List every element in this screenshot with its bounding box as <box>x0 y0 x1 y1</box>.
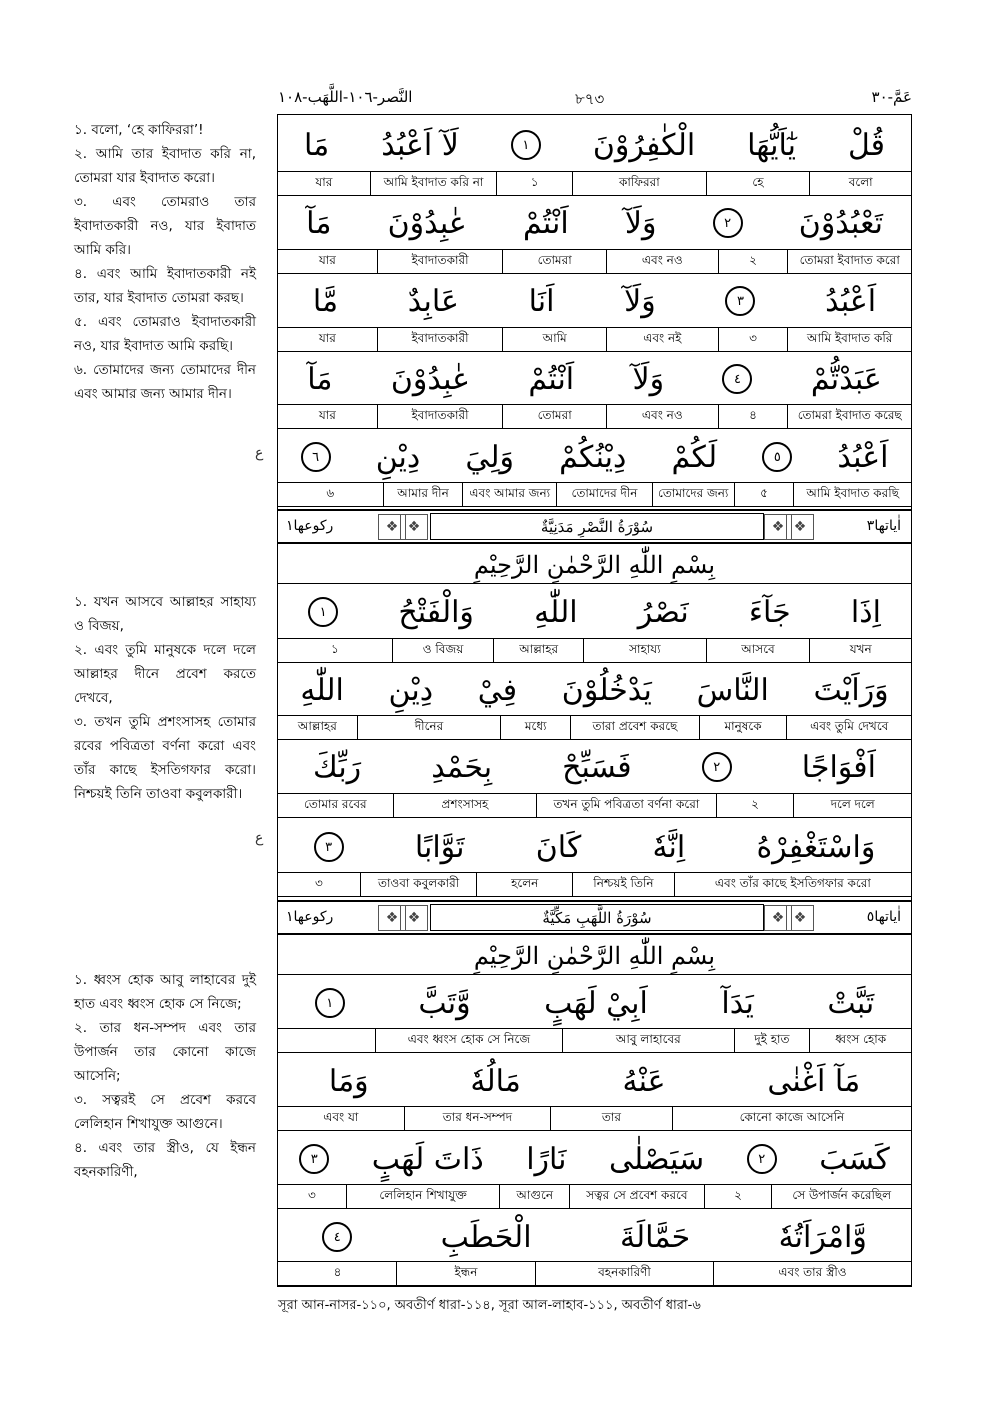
arabic-word: لَكُمْ <box>671 439 718 475</box>
ayah-end-marker: ١ <box>315 988 345 1018</box>
arabic-word: اَنْتُمْ <box>522 205 569 241</box>
arabic-line <box>278 355 911 403</box>
translation-verse: ৪. এবং তার স্ত্রীও, যে ইন্ধন বহনকারিণী, <box>74 1140 256 1180</box>
ornament-icon: ❖ <box>378 905 406 931</box>
arabic-word: حَمَّالَةَ <box>619 1219 691 1255</box>
gloss-cell: যখন <box>809 639 911 662</box>
gloss-cell: যার <box>318 330 336 345</box>
gloss-cell: আমি <box>502 328 606 351</box>
gloss-cell: আমি ইবাদাত করছি <box>793 483 911 506</box>
lahab-translation <box>74 968 256 1184</box>
arabic-word: وَلَآ <box>632 361 665 397</box>
gloss-cell: লেলিহান শিখাযুক্ত <box>346 1185 500 1208</box>
translation-verse: ১. বলো, ‘হে কাফিররা’! <box>74 122 204 138</box>
gloss-cell: এবং আমার জন্য <box>462 483 556 506</box>
ayah-end-marker: ٢ <box>747 1144 777 1174</box>
gloss-cell: ২ <box>704 1185 772 1208</box>
gloss-row <box>278 171 911 196</box>
gloss-cell: মধ্যে <box>500 716 570 739</box>
gloss-cell: এবং তুমি দেখবে <box>786 716 911 739</box>
gloss-cell: ৩ <box>718 328 788 351</box>
arabic-line <box>278 121 911 169</box>
arabic-word: اَبِيْ لَهَبٍ <box>544 985 648 1021</box>
gloss-cell: ৩ <box>307 1187 316 1202</box>
gloss-cell: এবং তার স্ত্রীও <box>713 1262 911 1285</box>
gloss-cell: তোমরা <box>502 250 606 273</box>
gloss-cell: কোনো কাজে আসেনি <box>672 1107 911 1130</box>
gloss-cell: এবং নই <box>606 328 718 351</box>
arabic-word: وَلَآ <box>624 205 657 241</box>
gloss-cell: আল্লাহর <box>493 639 583 662</box>
arabic-line <box>278 823 911 871</box>
arabic-line <box>278 277 911 325</box>
gloss-cell: তোমাদের দীন <box>556 483 652 506</box>
gloss-cell: ইবাদাতকারী <box>377 405 503 428</box>
ruku-margin-mark: ع <box>255 445 264 461</box>
ayah-end-marker: ٤ <box>322 1222 352 1252</box>
arabic-line <box>278 1057 911 1105</box>
ayah-count: اٰياتها٥ <box>866 909 901 925</box>
gloss-cell: দীনের <box>357 716 501 739</box>
arabic-word: الْكٰفِرُوْنَ <box>592 127 696 163</box>
gloss-cell: ধ্বংস হোক <box>809 1029 911 1052</box>
gloss-cell: তোমার রবের <box>304 796 367 811</box>
translation-verse: ২. তার ধন-সম্পদ এবং তার উপার্জন তার কোনো কাজে আসেনি; <box>74 1020 256 1084</box>
arabic-word: اَعْبُدُ <box>825 283 877 319</box>
gloss-cell: ইবাদাতকারী <box>377 250 503 273</box>
gloss-cell <box>278 1029 375 1052</box>
gloss-cell: ও বিজয় <box>392 639 494 662</box>
gloss-cell: যার <box>318 252 336 267</box>
gloss-cell: ৩ <box>314 875 323 890</box>
gloss-cell: ইবাদাতকারী <box>377 328 503 351</box>
arabic-word: وَّامْرَاَتُهٗ <box>778 1219 867 1255</box>
gloss-cell: যার <box>318 407 336 422</box>
translation-verse: ৩. তখন তুমি প্রশংসাসহ তোমার রবের পবিত্রতা বর্ণনা করো এবং তাঁর কাছে ইসতিগফার করো। নিশ্চয়ই তিনি তাওবা কবুলকারী। <box>74 714 256 802</box>
gloss-cell: তার <box>550 1107 672 1130</box>
gloss-row <box>278 793 911 818</box>
arabic-word: سَيَصْلٰى <box>609 1141 705 1177</box>
translation-verse: ৩. সত্বরই সে প্রবেশ করবে লেলিহান শিখাযুক্ত আগুনে। <box>74 1092 256 1132</box>
arabic-word: نَارًا <box>526 1141 567 1177</box>
arabic-word: يَدْخُلُوْنَ <box>561 672 652 708</box>
gloss-cell: ১ <box>496 172 572 195</box>
gloss-cell: ৪ <box>333 1264 342 1279</box>
gloss-cell: হলেন <box>476 873 572 896</box>
gloss-cell: আগুনে <box>499 1185 569 1208</box>
gloss-cell: আসবে <box>706 639 810 662</box>
arabic-word: ذَاتَ لَهَبٍ <box>371 1141 484 1177</box>
gloss-cell: ৪ <box>718 405 788 428</box>
header-surah-range: النَّصر-١٠٦-اللَّهَب-١٠٨ <box>278 88 413 106</box>
gloss-cell: তার ধন-সম্পদ <box>404 1107 551 1130</box>
gloss-row <box>278 1184 911 1209</box>
gloss-cell: তোমরা ইবাদাত করো <box>787 250 911 273</box>
ornament-icon: ❖ <box>764 905 792 931</box>
arabic-word: اللّٰهِ <box>300 672 344 708</box>
ornament-icon: ❖ <box>764 514 792 540</box>
arabic-word: وَّتَبَّ <box>418 985 471 1021</box>
translation-verse: ১. ধ্বংস হোক আবু লাহাবের দুই হাত এবং ধ্বংস হোক সে নিজে; <box>74 972 256 1012</box>
ornament-icon: ❖ <box>786 905 814 931</box>
arabic-word: وَالْفَتْحُ <box>398 594 474 630</box>
gloss-row <box>278 404 911 429</box>
gloss-cell: বলো <box>809 172 911 195</box>
gloss-cell: দুই হাত <box>734 1029 810 1052</box>
arabic-word: اَنَا <box>528 283 555 319</box>
arabic-line <box>278 1213 911 1261</box>
arabic-word: الْحَطَبِ <box>440 1219 532 1255</box>
gloss-cell: বহনকারিণী <box>535 1262 713 1285</box>
arabic-word: فَسَبِّحْ <box>562 749 632 785</box>
surah-title: سُوْرَةُ النَّصْرِ مَدَنِيَّةٌ <box>430 513 764 540</box>
ayah-count: اٰياتها٣ <box>866 518 901 534</box>
arabic-word: مَالُهٗ <box>470 1063 521 1099</box>
arabic-word: يَدَآ <box>721 985 754 1021</box>
gloss-cell: এবং যা <box>323 1109 359 1124</box>
arabic-word: مَا <box>304 127 330 163</box>
ruku-count: ركوعها١ <box>286 909 334 925</box>
arabic-word: اِذَا <box>850 594 881 630</box>
arabic-word: قُلْ <box>847 127 886 163</box>
arabic-word: بِحَمْدِ <box>431 749 493 785</box>
gloss-cell: তোমাদের জন্য <box>652 483 734 506</box>
gloss-row <box>278 327 911 352</box>
arabic-line <box>278 588 911 636</box>
header-juz: عَمَّ-٣٠ <box>871 88 912 106</box>
arabic-word: مَآ <box>306 205 332 241</box>
ornament-icon: ❖ <box>378 514 406 540</box>
gloss-row <box>278 482 911 507</box>
ornament-icon: ❖ <box>400 514 428 540</box>
arabic-line <box>278 666 911 714</box>
gloss-cell: এবং তাঁর কাছে ইসতিগফার করো <box>674 873 911 896</box>
bismillah: بِسْمِ اللّٰهِ الرَّحْمٰنِ الرَّحِيْمِ <box>278 937 911 975</box>
arabic-word: النَّاسَ <box>696 672 769 708</box>
gloss-cell: এবং নও <box>606 405 718 428</box>
ornament-icon: ❖ <box>400 905 428 931</box>
surah-title: سُوْرَةُ اللَّهَبِ مَكِّيَّةٌ <box>430 904 764 931</box>
arabic-word: وَاسْتَغْفِرْهُ <box>756 829 876 865</box>
arabic-word: لَآ اَعْبُدُ <box>381 127 459 163</box>
gloss-cell: তারা প্রবেশ করছে <box>570 716 699 739</box>
gloss-cell: এবং নও <box>606 250 718 273</box>
page-number: ৮৭৩ <box>575 90 605 108</box>
arabic-word: عَبَدْتُّمْ <box>810 361 882 397</box>
arabic-word: عَنْهُ <box>622 1063 666 1099</box>
arabic-word: تَعْبُدُوْنَ <box>798 205 883 241</box>
arabic-line <box>278 433 911 481</box>
gloss-cell: ৬ <box>326 485 335 500</box>
ayah-end-marker: ٢ <box>713 208 743 238</box>
gloss-cell: আল্লাহর <box>297 718 337 733</box>
arabic-word: مَآ <box>307 361 333 397</box>
arabic-word: وَمَا <box>328 1063 369 1099</box>
gloss-cell: এবং ধ্বংস হোক সে নিজে <box>375 1029 562 1052</box>
ayah-end-marker: ١ <box>511 130 541 160</box>
arabic-word: وَلِيَ <box>465 439 514 475</box>
gloss-cell: তাওবা কবুলকারী <box>360 873 477 896</box>
arabic-word: اللّٰهِ <box>534 594 578 630</box>
arabic-word: كَانَ <box>535 829 582 865</box>
gloss-cell: আমি ইবাদাত করি না <box>370 172 497 195</box>
gloss-cell: তোমরা ইবাদাত করেছ <box>787 405 911 428</box>
arabic-word: تَوَّابًا <box>414 829 465 865</box>
arabic-word: فِيْ <box>477 672 518 708</box>
surah-header-lahab <box>278 900 911 935</box>
translation-verse: ১. যখন আসবে আল্লাহর সাহায্য ও বিজয়, <box>74 594 256 634</box>
arabic-word: تَبَّتْ <box>827 985 875 1021</box>
gloss-cell: ১ <box>330 641 339 656</box>
gloss-cell: দলে দলে <box>793 794 911 817</box>
arabic-line <box>278 199 911 247</box>
gloss-row <box>278 638 911 663</box>
nasr-translation <box>74 590 256 806</box>
arabic-word: وَرَاَيْتَ <box>813 672 889 708</box>
arabic-line <box>278 1135 911 1183</box>
gloss-cell: আবু লাহাবের <box>562 1029 733 1052</box>
gloss-cell: আমি ইবাদাত করি <box>787 328 911 351</box>
surah-header-nasr <box>278 509 911 544</box>
bismillah: بِسْمِ اللّٰهِ الرَّحْمٰنِ الرَّحِيْمِ <box>278 546 911 584</box>
ayah-end-marker: ٣ <box>314 832 344 862</box>
gloss-row <box>278 872 911 897</box>
gloss-row <box>278 1261 911 1286</box>
gloss-cell: নিশ্চয়ই তিনি <box>572 873 674 896</box>
arabic-word: يٰٓاَيُّهَا <box>747 127 796 163</box>
ornament-icon: ❖ <box>786 514 814 540</box>
arabic-word: مَآ اَغْنٰى <box>767 1063 861 1099</box>
gloss-cell: সাহায্য <box>583 639 706 662</box>
gloss-cell: আমার দীন <box>383 483 463 506</box>
quran-word-panel <box>277 114 912 1287</box>
arabic-word: دِيْنُكُمْ <box>559 439 627 475</box>
ruku-count: ركوعها١ <box>286 518 334 534</box>
gloss-cell: তোমরা <box>502 405 606 428</box>
arabic-word: عٰبِدُوْنَ <box>390 361 471 397</box>
gloss-cell: কাফিররা <box>572 172 706 195</box>
arabic-line <box>278 979 911 1027</box>
arabic-word: رَبِّكَ <box>313 749 362 785</box>
gloss-cell: সে উপার্জন করেছিল <box>771 1185 911 1208</box>
page-footer: সূরা আন-নাসর-১১০, অবতীর্ণ ধারা-১১৪, সূরা আল-লাহাব-১১১, অবতীর্ণ ধারা-৬ <box>278 1298 701 1313</box>
arabic-word: دِيْنِ <box>375 439 421 475</box>
arabic-word: جَآءَ <box>748 594 791 630</box>
arabic-word: مَّا <box>312 283 339 319</box>
gloss-row <box>278 249 911 274</box>
translation-verse: ৬. তোমাদের জন্য তোমাদের দীন এবং আমার জন্য আমার দীন। <box>74 362 256 402</box>
gloss-row <box>278 715 911 740</box>
gloss-cell: মানুষকে <box>699 716 787 739</box>
ayah-end-marker: ٥ <box>762 442 792 472</box>
gloss-cell: ৫ <box>734 483 794 506</box>
arabic-word: وَلَآ <box>624 283 656 319</box>
gloss-cell: হে <box>706 172 810 195</box>
gloss-cell: সত্বর সে প্রবেশ করবে <box>569 1185 704 1208</box>
arabic-word: كَسَبَ <box>819 1141 890 1177</box>
translation-verse: ৫. এবং তোমরাও ইবাদাতকারী নও, যার ইবাদাত আমি করছি। <box>74 314 256 354</box>
gloss-cell: ২ <box>718 250 788 273</box>
arabic-line <box>278 743 911 791</box>
arabic-word: اَنْتُمْ <box>528 361 575 397</box>
arabic-word: اِنَّهٗ <box>652 829 686 865</box>
gloss-cell: ২ <box>716 794 794 817</box>
ayah-end-marker: ٦ <box>301 442 331 472</box>
translation-verse: ২. এবং তুমি মানুষকে দলে দলে আল্লাহর দীনে প্রবেশ করতে দেখবে, <box>74 642 256 706</box>
ayah-end-marker: ٤ <box>722 364 752 394</box>
gloss-cell: প্রশংসাসহ <box>393 794 537 817</box>
arabic-word: دِيْنِ <box>388 672 434 708</box>
ayah-end-marker: ٣ <box>725 286 755 316</box>
arabic-word: عَابِدٌ <box>407 283 459 319</box>
arabic-word: نَصْرُ <box>637 594 689 630</box>
gloss-row <box>278 1028 911 1053</box>
arabic-word: عٰبِدُوْنَ <box>387 205 467 241</box>
gloss-row <box>278 1106 911 1131</box>
ayah-end-marker: ١ <box>308 597 338 627</box>
ruku-margin-mark: ع <box>255 830 264 846</box>
gloss-cell: যার <box>315 174 333 189</box>
translation-verse: ২. আমি তার ইবাদাত করি না, তোমরা যার ইবাদাত করো। <box>74 146 256 186</box>
translation-verse: ৩. এবং তোমরাও তার ইবাদাতকারী নও, যার ইবাদাত আমি করি। <box>74 194 256 258</box>
arabic-word: اَفْوَاجًا <box>801 749 876 785</box>
translation-verse: ৪. এবং আমি ইবাদাতকারী নই তার, যার ইবাদাত তোমরা করছ। <box>74 266 256 306</box>
gloss-cell: ইন্ধন <box>396 1262 535 1285</box>
ayah-end-marker: ٣ <box>299 1144 329 1174</box>
arabic-word: اَعْبُدُ <box>837 439 889 475</box>
kafirun-translation <box>74 118 256 406</box>
gloss-cell: তখন তুমি পবিত্রতা বর্ণনা করো <box>536 794 715 817</box>
ayah-end-marker: ٢ <box>702 752 732 782</box>
